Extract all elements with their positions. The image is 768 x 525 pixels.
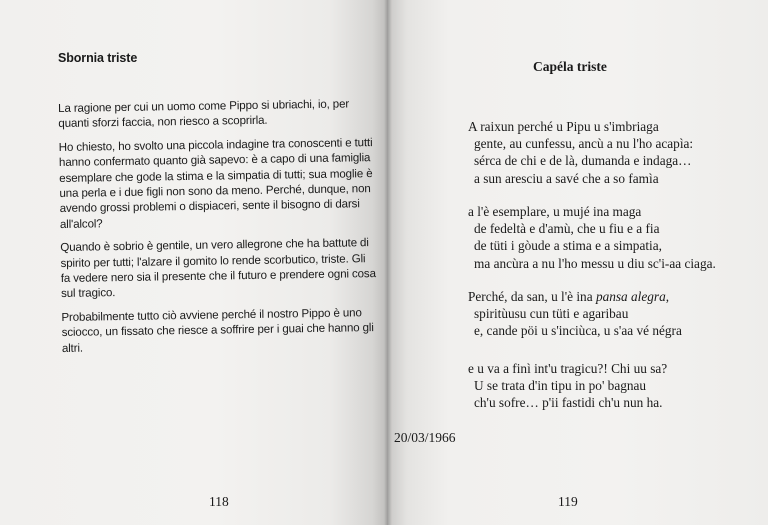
right-page (388, 0, 768, 525)
verse-line: U se trata d'in tipu in po' bagnau (474, 378, 647, 394)
verse-line: spiritùusu cun tüti e agaribau (474, 306, 629, 322)
verse-text: Perché, da san, u l'è ina (468, 289, 596, 304)
verse-line: A raixun perché u Pipu u s'imbriaga (468, 119, 659, 134)
paragraph-2: Ho chiesto, ho svolto una piccola indagine tra conoscenti e tutti hanno confermato quanto già sapevo: è a capo di una famiglia esemplare che gode la stima e la simpatia di tutti; sua moglie è una perla e i due figli non sono da meno. Perché, dunque, non avendo grossi problemi o dispiaceri, sente il bisogno di darsi all'alcol? (58, 135, 373, 231)
stanza-2 (468, 203, 716, 272)
right-page-number: 119 (558, 494, 578, 509)
paragraph-3: Quando è sobrio è gentile, un vero allegrone che ha battute di spirito per tutti; l'alzare il gomito lo rende scorbutico, triste. Gli fa vedere nero sia il presente che il futuro e prendere ogni cosa sul tragico. (60, 236, 376, 301)
left-page-title: Sbornia triste (58, 51, 138, 65)
italic-phrase: pansa alegra (595, 289, 666, 304)
verse-line: sérca de chi e de là, dumanda e indaga… (474, 153, 692, 169)
verse-line: e u va a finì int'u tragicu?! Chi uu sa? (468, 361, 668, 376)
verse-text: , (665, 289, 670, 304)
book-gutter (384, 0, 392, 525)
verse-line: ma ancùra a nu l'ho messu u diu sc'i-aa ciaga. (474, 255, 716, 271)
left-page-body (58, 96, 378, 364)
verse-line: gente, au cunfessu, ancù a nu l'ho acapìa: (474, 136, 694, 152)
stanza-1 (468, 118, 693, 187)
verse-line-with-italic (468, 288, 682, 305)
paragraph-1: La ragione per cui un uomo come Pippo si ubriachi, io, per quanti sforzi faccia, non riesco a scoprirla. (58, 97, 350, 131)
verse-line: a sun aresciu a savé che a so famìa (474, 170, 659, 186)
paragraph-4: Probabilmente tutto ciò avviene perché il nostro Pippo è uno sciocco, un fissato che riesce a soffrire per i guai che hanno gli altri. (61, 306, 374, 355)
stanza-3 (468, 288, 682, 340)
verse-line: de fedeltà e d'amù, che u fiu e a fia (474, 221, 660, 237)
left-page-number: 118 (209, 494, 229, 509)
stanza-4 (468, 360, 667, 412)
date-line: 20/03/1966 (394, 430, 456, 445)
verse-line: a l'è esemplare, u mujé ina maga (468, 204, 642, 219)
right-page-title: Capéla triste (533, 59, 607, 74)
verse-line: ch'u sofre… p'ii fastidi ch'u nun ha. (474, 395, 663, 411)
verse-line: e, cande pöi u s'inciùca, u s'aa vé négra (474, 323, 682, 339)
verse-line: de tüti i gòude a stima e a simpatia, (474, 238, 662, 254)
